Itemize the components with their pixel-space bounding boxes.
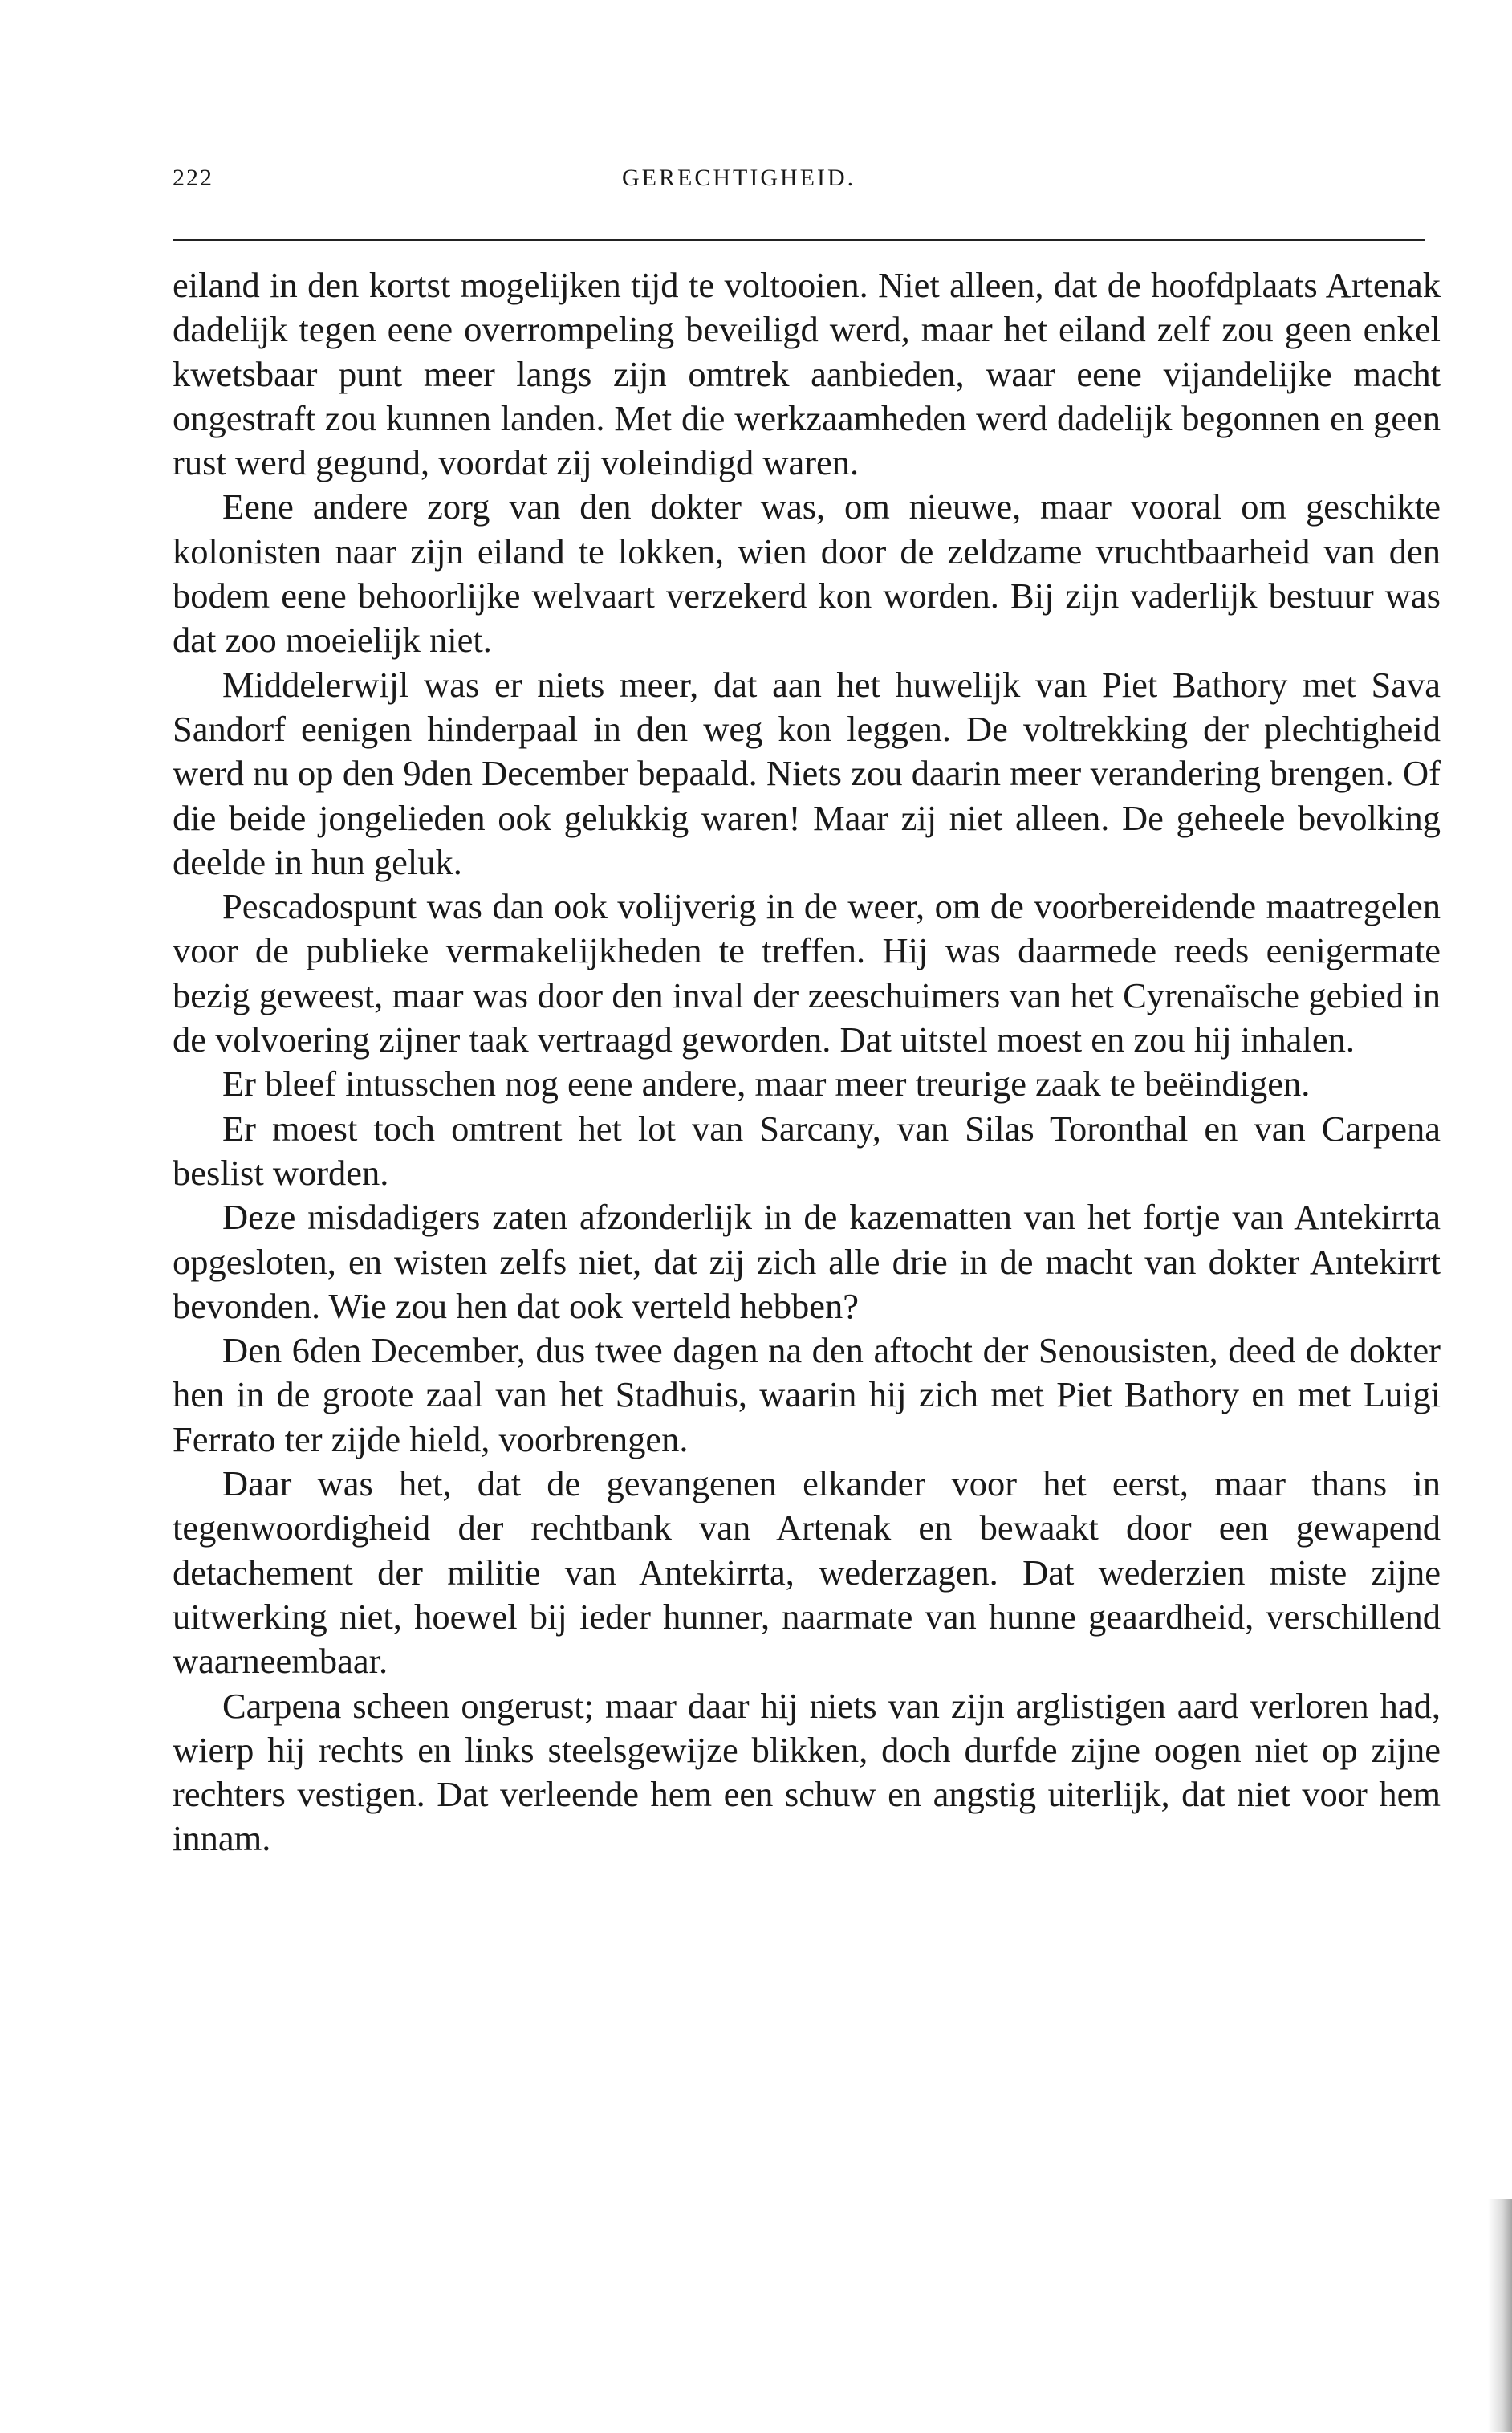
paragraph: Deze misdadigers zaten afzonderlijk in de kazematten van het fortje van Antekirrta opgesloten, en wisten zelfs niet, dat zij zich alle drie in de macht van dokter Antekirrt bevonden. Wie zou hen dat ook verteld hebben?	[173, 1197, 1441, 1326]
paragraph: Middelerwijl was er niets meer, dat aan het huwelijk van Piet Bathory met Sava Sandorf eenigen hinderpaal in den weg kon leggen. De voltrekking der plechtigheid werd nu op den 9den December bepaald. Niets zou daarin meer verandering brengen. Of die beide jongelieden ook gelukkig waren! Maar zij niet alleen. De geheele bevolking deelde in hun geluk.	[173, 664, 1441, 882]
header-rule	[173, 239, 1425, 241]
paragraph: Er moest toch omtrent het lot van Sarcany, van Silas Toronthal en van Carpena beslist worden.	[173, 1108, 1441, 1193]
paragraph: eiland in den kortst mogelijken tijd te voltooien. Niet alleen, dat de hoofdplaats Artenak dadelijk tegen eene overrompeling beveiligd werd, maar het eiland zelf zou geen enkel kwetsbaar punt meer langs zijn omtrek aanbieden, waar eene vijandelijke macht ongestraft zou kunnen landen. Met die werkzaamheden werd dadelijk begonnen en geen rust werd gegund, voordat zij voleindigd waren.	[173, 265, 1441, 483]
scan-edge-shadow	[1488, 2199, 1512, 2432]
page-header	[173, 165, 1425, 205]
body-text	[173, 263, 1441, 1861]
paragraph: Daar was het, dat de gevangenen elkander voor het eerst, maar thans in tegenwoordigheid der rechtbank van Artenak en bewaakt door een gewapend detachement der militie van Antekirrta, wederzagen. Dat wederzien miste zijne uitwerking niet, hoewel bij ieder hunner, naarmate van hunne geaardheid, verschillend waarneembaar.	[173, 1463, 1441, 1682]
paragraph: Eene andere zorg van den dokter was, om nieuwe, maar vooral om geschikte kolonisten naar zijn eiland te lokken, wien door de zeldzame vruchtbaarheid van den bodem eene behoorlijke welvaart verzekerd kon worden. Bij zijn vaderlijk bestuur was dat zoo moeielijk niet.	[173, 486, 1441, 661]
running-head: GERECHTIGHEID.	[622, 165, 856, 191]
page-number: 222	[173, 165, 213, 191]
paragraph: Den 6den December, dus twee dagen na den aftocht der Senousisten, deed de dokter hen in de groote zaal van het Stadhuis, waarin hij zich met Piet Bathory en met Luigi Ferrato ter zijde hield, voorbrengen.	[173, 1330, 1441, 1459]
paragraph: Er bleef intusschen nog eene andere, maar meer treurige zaak te beëindigen.	[222, 1064, 1311, 1105]
paragraph: Carpena scheen ongerust; maar daar hij niets van zijn arglistigen aard verloren had, wierp hij rechts en links steelsgewijze blikken, doch durfde zijne oogen niet op zijne rechters vestigen. Dat verleende hem een schuw en angstig uiterlijk, dat niet voor hem innam.	[173, 1685, 1441, 1859]
paragraph: Pescadospunt was dan ook volijverig in de weer, om de voorbereidende maatregelen voor de publieke vermakelijkheden te treffen. Hij was daarmede reeds eenigermate bezig geweest, maar was door den inval der zeeschuimers van het Cyrenaïsche gebied in de volvoering zijner taak vertraagd geworden. Dat uitstel moest en zou hij inhalen.	[173, 886, 1441, 1060]
